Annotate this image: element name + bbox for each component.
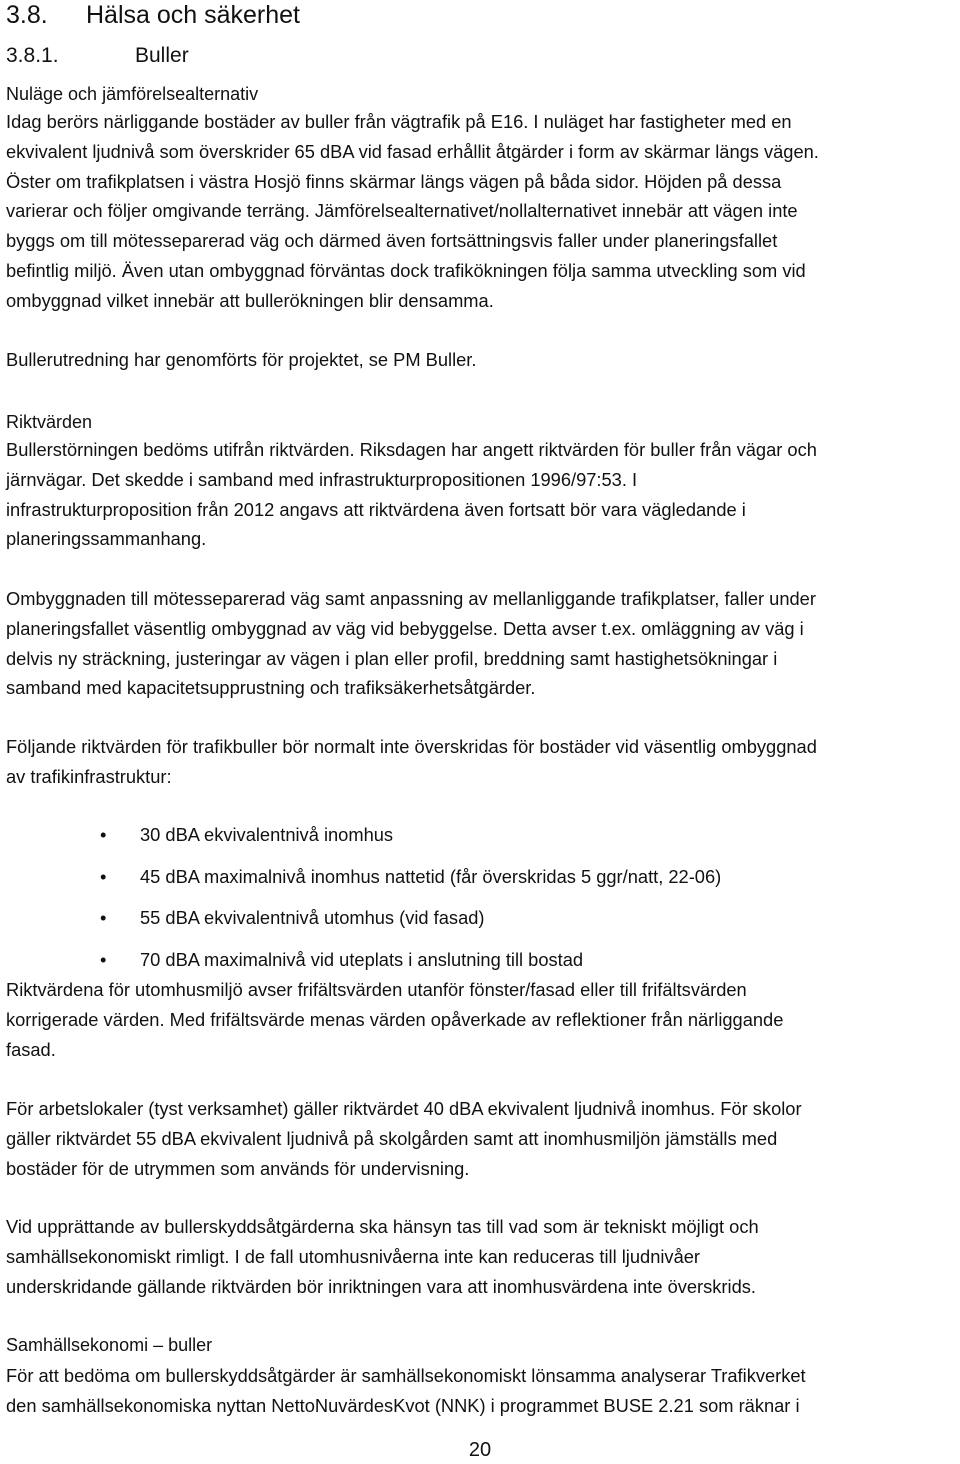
text-line: av trafikinfrastruktur: — [6, 765, 172, 787]
text-line: Bullerutredning har genomförts för projektet, se PM Buller. — [6, 349, 477, 370]
section-heading — [6, 0, 300, 30]
paragraph-outdoor-values — [6, 975, 956, 1064]
text-line: Riktvärdena för utomhusmiljö avser frifältsvärden utanför fönster/fasad eller till frifältsvärden — [6, 979, 747, 1000]
text-line: fasad. — [6, 1038, 56, 1060]
paragraph-following-values — [6, 732, 956, 792]
text-line: underskridande gällande riktvärden bör inriktningen vara att inomhusvärdena inte överskrids. — [6, 1275, 756, 1297]
text-line: delvis ny sträckning, justeringar av vägen i plan eller profil, breddning samt hastighetsökningar i — [6, 647, 778, 669]
text-line: Bullerstörningen bedöms utifrån riktvärden. Riksdagen har angett riktvärden för buller från vägar och — [6, 439, 817, 460]
text-line: För att bedöma om bullerskyddsåtgärder är samhällsekonomiskt lönsamma analyserar Trafikverket — [6, 1365, 806, 1386]
heading-socioeconomics: Samhällsekonomi – buller — [6, 1335, 213, 1355]
paragraph-guidelines — [6, 435, 956, 554]
bullet-icon: • — [100, 824, 107, 845]
text-line: ombyggnad vilket innebär att bullerökningen blir densamma. — [6, 289, 494, 311]
bullet-icon: • — [100, 948, 107, 970]
paragraph-noise-measures — [6, 1212, 956, 1301]
text-line: Följande riktvärden för trafikbuller bör normalt inte överskridas för bostäder vid väsentlig ombyggnad — [6, 736, 817, 757]
text-line: Idag berörs närliggande bostäder av buller från vägtrafik på E16. I nuläget har fastigheter med en — [6, 111, 792, 132]
paragraph-reconstruction — [6, 584, 956, 703]
section-number: 3.8. — [6, 1, 48, 29]
subsection-heading — [6, 42, 189, 70]
subsection-title: Buller — [135, 44, 189, 67]
text-line: ekvivalent ljudnivå som överskrider 65 dBA vid fasad erhållit åtgärder i form av skärmar längs vägen. — [6, 140, 819, 162]
bullet-icon: • — [100, 907, 107, 928]
list-item-text: 55 dBA ekvivalentnivå utomhus (vid fasad) — [140, 907, 485, 928]
text-line: bostäder för de utrymmen som används för undervisning. — [6, 1157, 470, 1179]
list-item-text: 45 dBA maximalnivå inomhus nattetid (får överskridas 5 ggr/natt, 22-06) — [140, 865, 722, 887]
text-line: samband med kapacitetsupprustning och trafiksäkerhetsåtgärder. — [6, 677, 536, 699]
text-line: infrastrukturproposition från 2012 angavs att riktvärdena även fortsatt bör vara vägledande i — [6, 498, 746, 520]
paragraph-workplaces — [6, 1094, 956, 1183]
paragraph-socioeconomics — [6, 1361, 956, 1421]
heading-guideline-values: Riktvärden — [6, 412, 93, 432]
text-line: planeringsfallet väsentlig ombyggnad av väg vid bebyggelse. Detta avser t.ex. omläggning av väg i — [6, 617, 804, 639]
text-line: gäller riktvärdet 55 dBA ekvivalent ljudnivå på skolgården samt att inomhusmiljön jämställs med — [6, 1127, 778, 1149]
text-line: den samhällsekonomiska nyttan NettoNuvärdesKvot (NNK) i programmet BUSE 2.21 som räknar i — [6, 1394, 800, 1416]
text-line: byggs om till mötesseparerad väg och därmed även fortsättningsvis faller under planeringsfallet — [6, 230, 778, 252]
text-line: varierar och följer omgivande terräng. Jämförelsealternativet/nollalternativet innebär att vägen inte — [6, 200, 798, 222]
text-line: planeringssammanhang. — [6, 528, 207, 550]
section-title: Hälsa och säkerhet — [86, 1, 301, 29]
paragraph-noise-study — [6, 345, 956, 375]
text-line: För arbetslokaler (tyst verksamhet) gäller riktvärdet 40 dBA ekvivalent ljudnivå inomhus. För skolor — [6, 1098, 802, 1119]
text-line: befintlig miljö. Även utan ombyggnad förväntas dock trafikökningen följa samma utveckling som vid — [6, 259, 806, 281]
text-line: järnvägar. Det skedde i samband med infrastrukturpropositionen 1996/97:53. I — [6, 468, 638, 490]
bullet-icon: • — [100, 865, 107, 887]
heading-current-state: Nuläge och jämförelsealternativ — [6, 84, 259, 104]
list-item-text: 30 dBA ekvivalentnivå inomhus — [140, 824, 394, 845]
text-line: samhällsekonomiskt rimligt. I de fall utomhusnivåerna inte kan reduceras till ljudnivåer — [6, 1245, 700, 1267]
text-line: Öster om trafikplatsen i västra Hosjö finns skärmar längs vägen på båda sidor. Höjden på dessa — [6, 170, 782, 192]
subsection-number: 3.8.1. — [6, 44, 59, 67]
text-line: Ombyggnaden till mötesseparerad väg samt anpassning av mellanliggande trafikplatser, faller under — [6, 588, 816, 609]
paragraph-current-state — [6, 107, 956, 316]
text-line: Vid upprättande av bullerskyddsåtgärderna ska hänsyn tas till vad som är tekniskt möjligt och — [6, 1216, 759, 1237]
page-number: 20 — [468, 1439, 492, 1461]
list-item-text: 70 dBA maximalnivå vid uteplats i anslutning till bostad — [140, 948, 584, 970]
text-line: korrigerade värden. Med frifältsvärde menas värden opåverkade av reflektioner från närliggande — [6, 1008, 784, 1030]
